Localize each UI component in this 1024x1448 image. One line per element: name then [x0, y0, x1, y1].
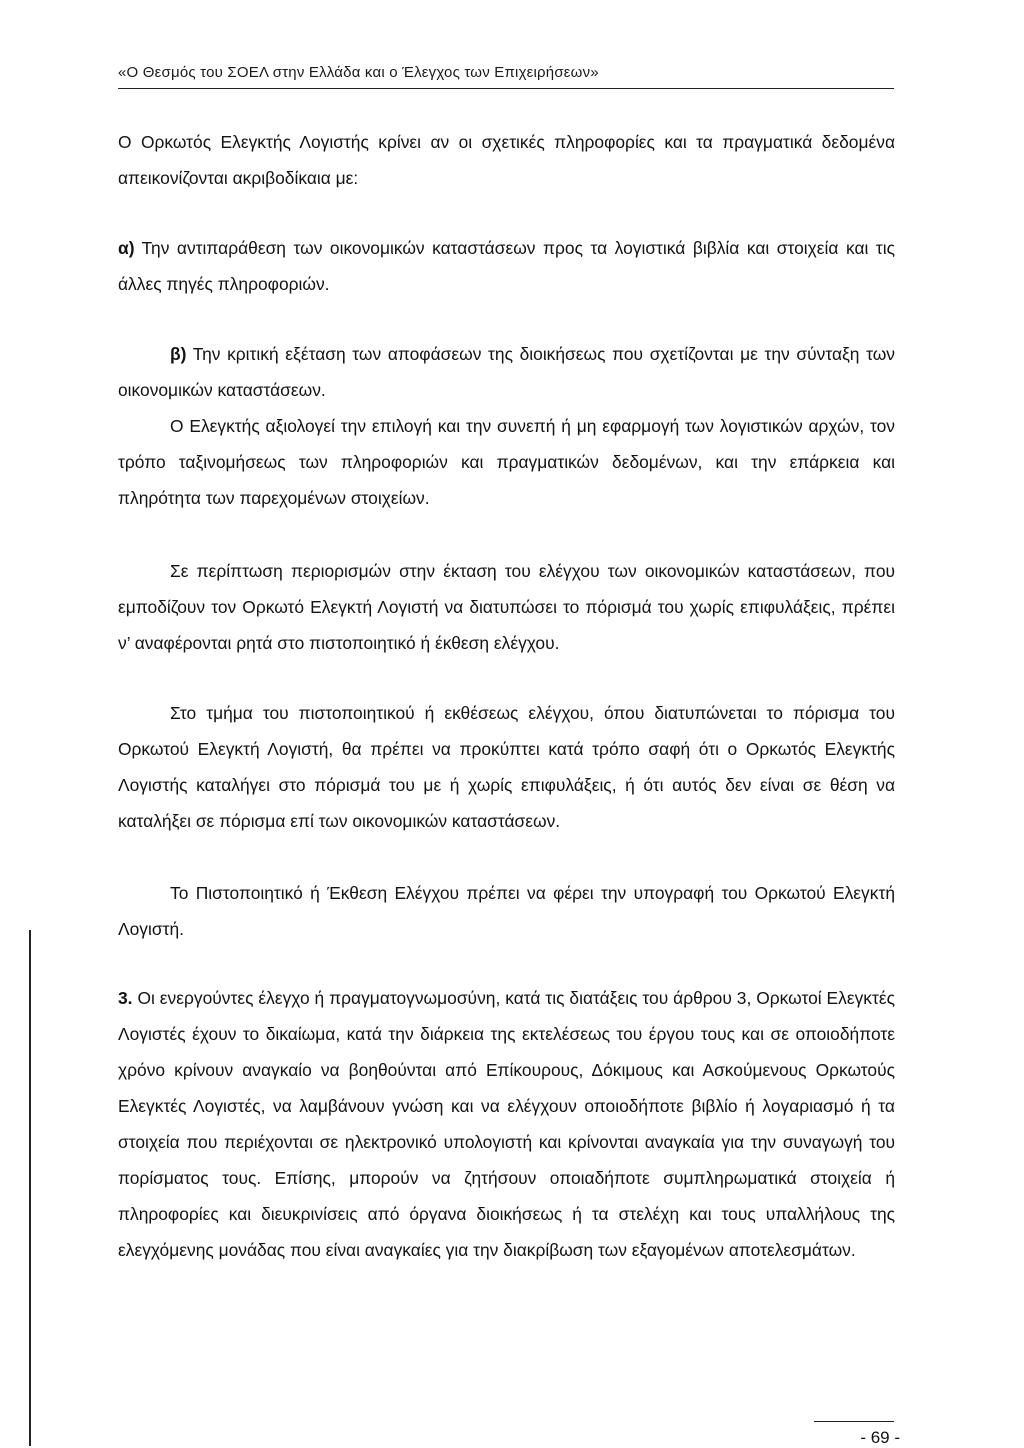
- paragraph-limitations: Σε περίπτωση περιορισμών στην έκταση του ελέγχου των οικονομικών καταστάσεων, που εμποδίζουν τον Ορκωτό Ελεγκτή Λογιστή να διατυπώσει το πόρισμά του χωρίς επιφυλάξεις, πρέπει ν’ αναφέρονται ρητά στο πιστοποιητικό ή έκθεση ελέγχου.: [118, 561, 895, 653]
- margin-bar: [29, 930, 31, 1446]
- paragraph-intro: Ο Ορκωτός Ελεγκτής Λογιστής κρίνει αν οι σχετικές πληροφορίες και τα πραγματικά δεδομένα απεικονίζονται ακριβοδίκαια με:: [118, 132, 895, 188]
- paragraph-signature: Το Πιστοποιητικό ή Έκθεση Ελέγχου πρέπει να φέρει την υπογραφή του Ορκωτού Ελεγκτή Λογιστή.: [118, 883, 895, 939]
- item-a-text: Την αντιπαράθεση των οικονομικών καταστάσεων προς τα λογιστικά βιβλία και στοιχεία και τις άλλες πηγές πληροφοριών.: [118, 238, 895, 294]
- paragraph-section-3: [118, 980, 895, 1268]
- page-number: - 69 -: [860, 1428, 900, 1447]
- paragraph-item-a: [118, 230, 895, 302]
- item-b-text: Την κριτική εξέταση των αποφάσεων της διοικήσεως που σχετίζονται με την σύνταξη των οικονομικών καταστάσεων.: [118, 344, 895, 400]
- header-rule: [118, 88, 894, 89]
- section-3-text: Οι ενεργούντες έλεγχο ή πραγματογνωμοσύνη, κατά τις διατάξεις του άρθρου 3, Ορκωτοί Ελεγκτές Λογιστές έχουν το δικαίωμα, κατά την διάρκεια της εκτελέσεως του έργου τους και σε οποιοδήποτε χρόνο κρίνουν αναγκαίο να βοηθούνται από Επίκουρους, Δόκιμους και Ασκούμενους Ορκωτούς Ελεγκτές Λογιστές, να λαμβάνουν γνώση και να ελέγχουν οποιοδήποτε βιβλίο ή λογαριασμό ή τα στοιχεία που περιέχονται σε ηλεκτρονικό υπολογιστή και κρίνονται αναγκαία για την συναγωγή του πορίσματος τους. Επίσης, μπορούν να ζητήσουν οποιαδήποτε συμπληρωματικά στοιχεία ή πληροφορίες και διευκρινίσεις από όργανα διοικήσεως ή τα στελέχη και τους υπαλλήλους της ελεγχόμενης μονάδας που είναι αναγκαίες για την διακρίβωση των εξαγομένων αποτελεσμάτων.: [118, 988, 895, 1260]
- section-3-number: 3.: [118, 988, 133, 1008]
- footer-rule: [814, 1421, 894, 1422]
- item-b-marker: β): [170, 344, 187, 364]
- paragraph-item-b: [118, 336, 895, 408]
- paragraph-evaluation: Ο Ελεγκτής αξιολογεί την επιλογή και την συνεπή ή μη εφαρμογή των λογιστικών αρχών, τον τρόπο ταξινομήσεως των πληροφοριών και πραγματικών δεδομένων, και την επάρκεια και πληρότητα των παρεχομένων στοιχείων.: [118, 416, 895, 508]
- item-a-marker: α): [118, 238, 135, 258]
- paragraph-opinion-section: Στο τμήμα του πιστοποιητικού ή εκθέσεως ελέγχου, όπου διατυπώνεται το πόρισμα του Ορκωτού Ελεγκτή Λογιστή, θα πρέπει να προκύπτει κατά τρόπο σαφή ότι ο Ορκωτός Ελεγκτής Λογιστής καταλήγει στο πόρισμά του με ή χωρίς επιφυλάξεις, ή ότι αυτός δεν είναι σε θέση να καταλήξει σε πόρισμα επί των οικονομικών καταστάσεων.: [118, 703, 895, 831]
- running-header: «Ο Θεσμός του ΣΟΕΛ στην Ελλάδα και ο Έλεγχος των Επιχειρήσεων»: [118, 64, 599, 81]
